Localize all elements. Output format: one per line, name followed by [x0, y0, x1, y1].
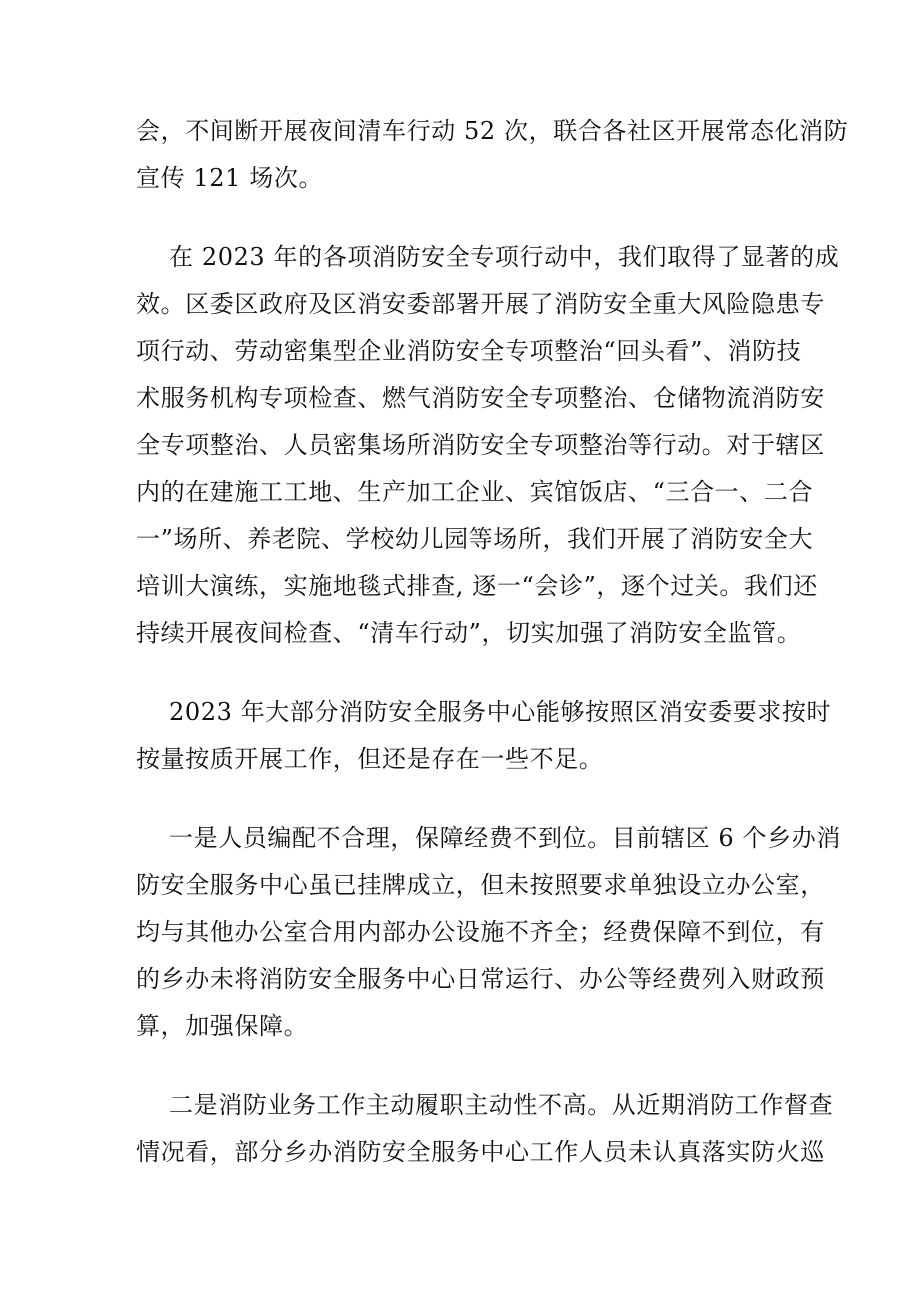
text-line: 算，加强保障。	[136, 1012, 309, 1040]
text-line: 情况看，部分乡办消防安全服务中心工作人员未认真落实防火巡	[136, 1138, 825, 1166]
document-page	[136, 108, 849, 1176]
text-line: 的乡办未将消防安全服务中心日常运行、办公等经费列入财政预	[136, 965, 825, 993]
text-line: 宣传 121 场次。	[136, 164, 324, 192]
paragraph-continuation	[136, 108, 849, 202]
text-line: 一”场所、养老院、学校幼儿园等场所，我们开展了消防安全大	[136, 525, 814, 553]
text-line: 全专项整治、人员密集场所消防安全专项整治等行动。对于辖区	[136, 431, 825, 459]
text-line: 持续开展夜间检查、“清车行动”，切实加强了消防安全监管。	[136, 619, 802, 647]
text-line: 项行动、劳动密集型企业消防安全专项整治“回头看”、消防技	[136, 337, 802, 365]
paragraph-special-actions	[136, 234, 840, 657]
text-line: 术服务机构专项检查、燃气消防安全专项整治、仓储物流消防安	[136, 384, 825, 412]
text-line: 一是人员编配不合理，保障经费不到位。目前辖区 6 个乡办消	[169, 824, 841, 852]
text-line: 均与其他办公室合用内部办公设施不齐全；经费保障不到位，有	[136, 918, 825, 946]
text-line: 在 2023 年的各项消防安全专项行动中，我们取得了显著的成	[169, 243, 840, 271]
text-line: 2023 年大部分消防安全服务中心能够按照区消安委要求按时	[169, 698, 832, 726]
text-line: 二是消防业务工作主动履职主动性不高。从近期消防工作督查	[169, 1091, 834, 1119]
paragraph-issue-two	[136, 1082, 834, 1176]
paragraph-shortcomings-intro	[136, 689, 832, 783]
text-line: 会，不间断开展夜间清车行动 52 次，联合各社区开展常态化消防	[136, 117, 849, 145]
text-line: 培训大演练，实施地毯式排查, 逐一“会诊”，逐个过关。我们还	[136, 572, 818, 600]
text-line: 防安全服务中心虽已挂牌成立，但未按照要求单独设立办公室，	[136, 871, 825, 899]
text-line: 内的在建施工工地、生产加工企业、宾馆饭店、“三合一、二合	[136, 478, 814, 506]
text-line: 效。区委区政府及区消安委部署开展了消防安全重大风险隐患专	[136, 290, 825, 318]
paragraph-issue-one	[136, 815, 841, 1050]
text-line: 按量按质开展工作，但还是存在一些不足。	[136, 745, 604, 773]
